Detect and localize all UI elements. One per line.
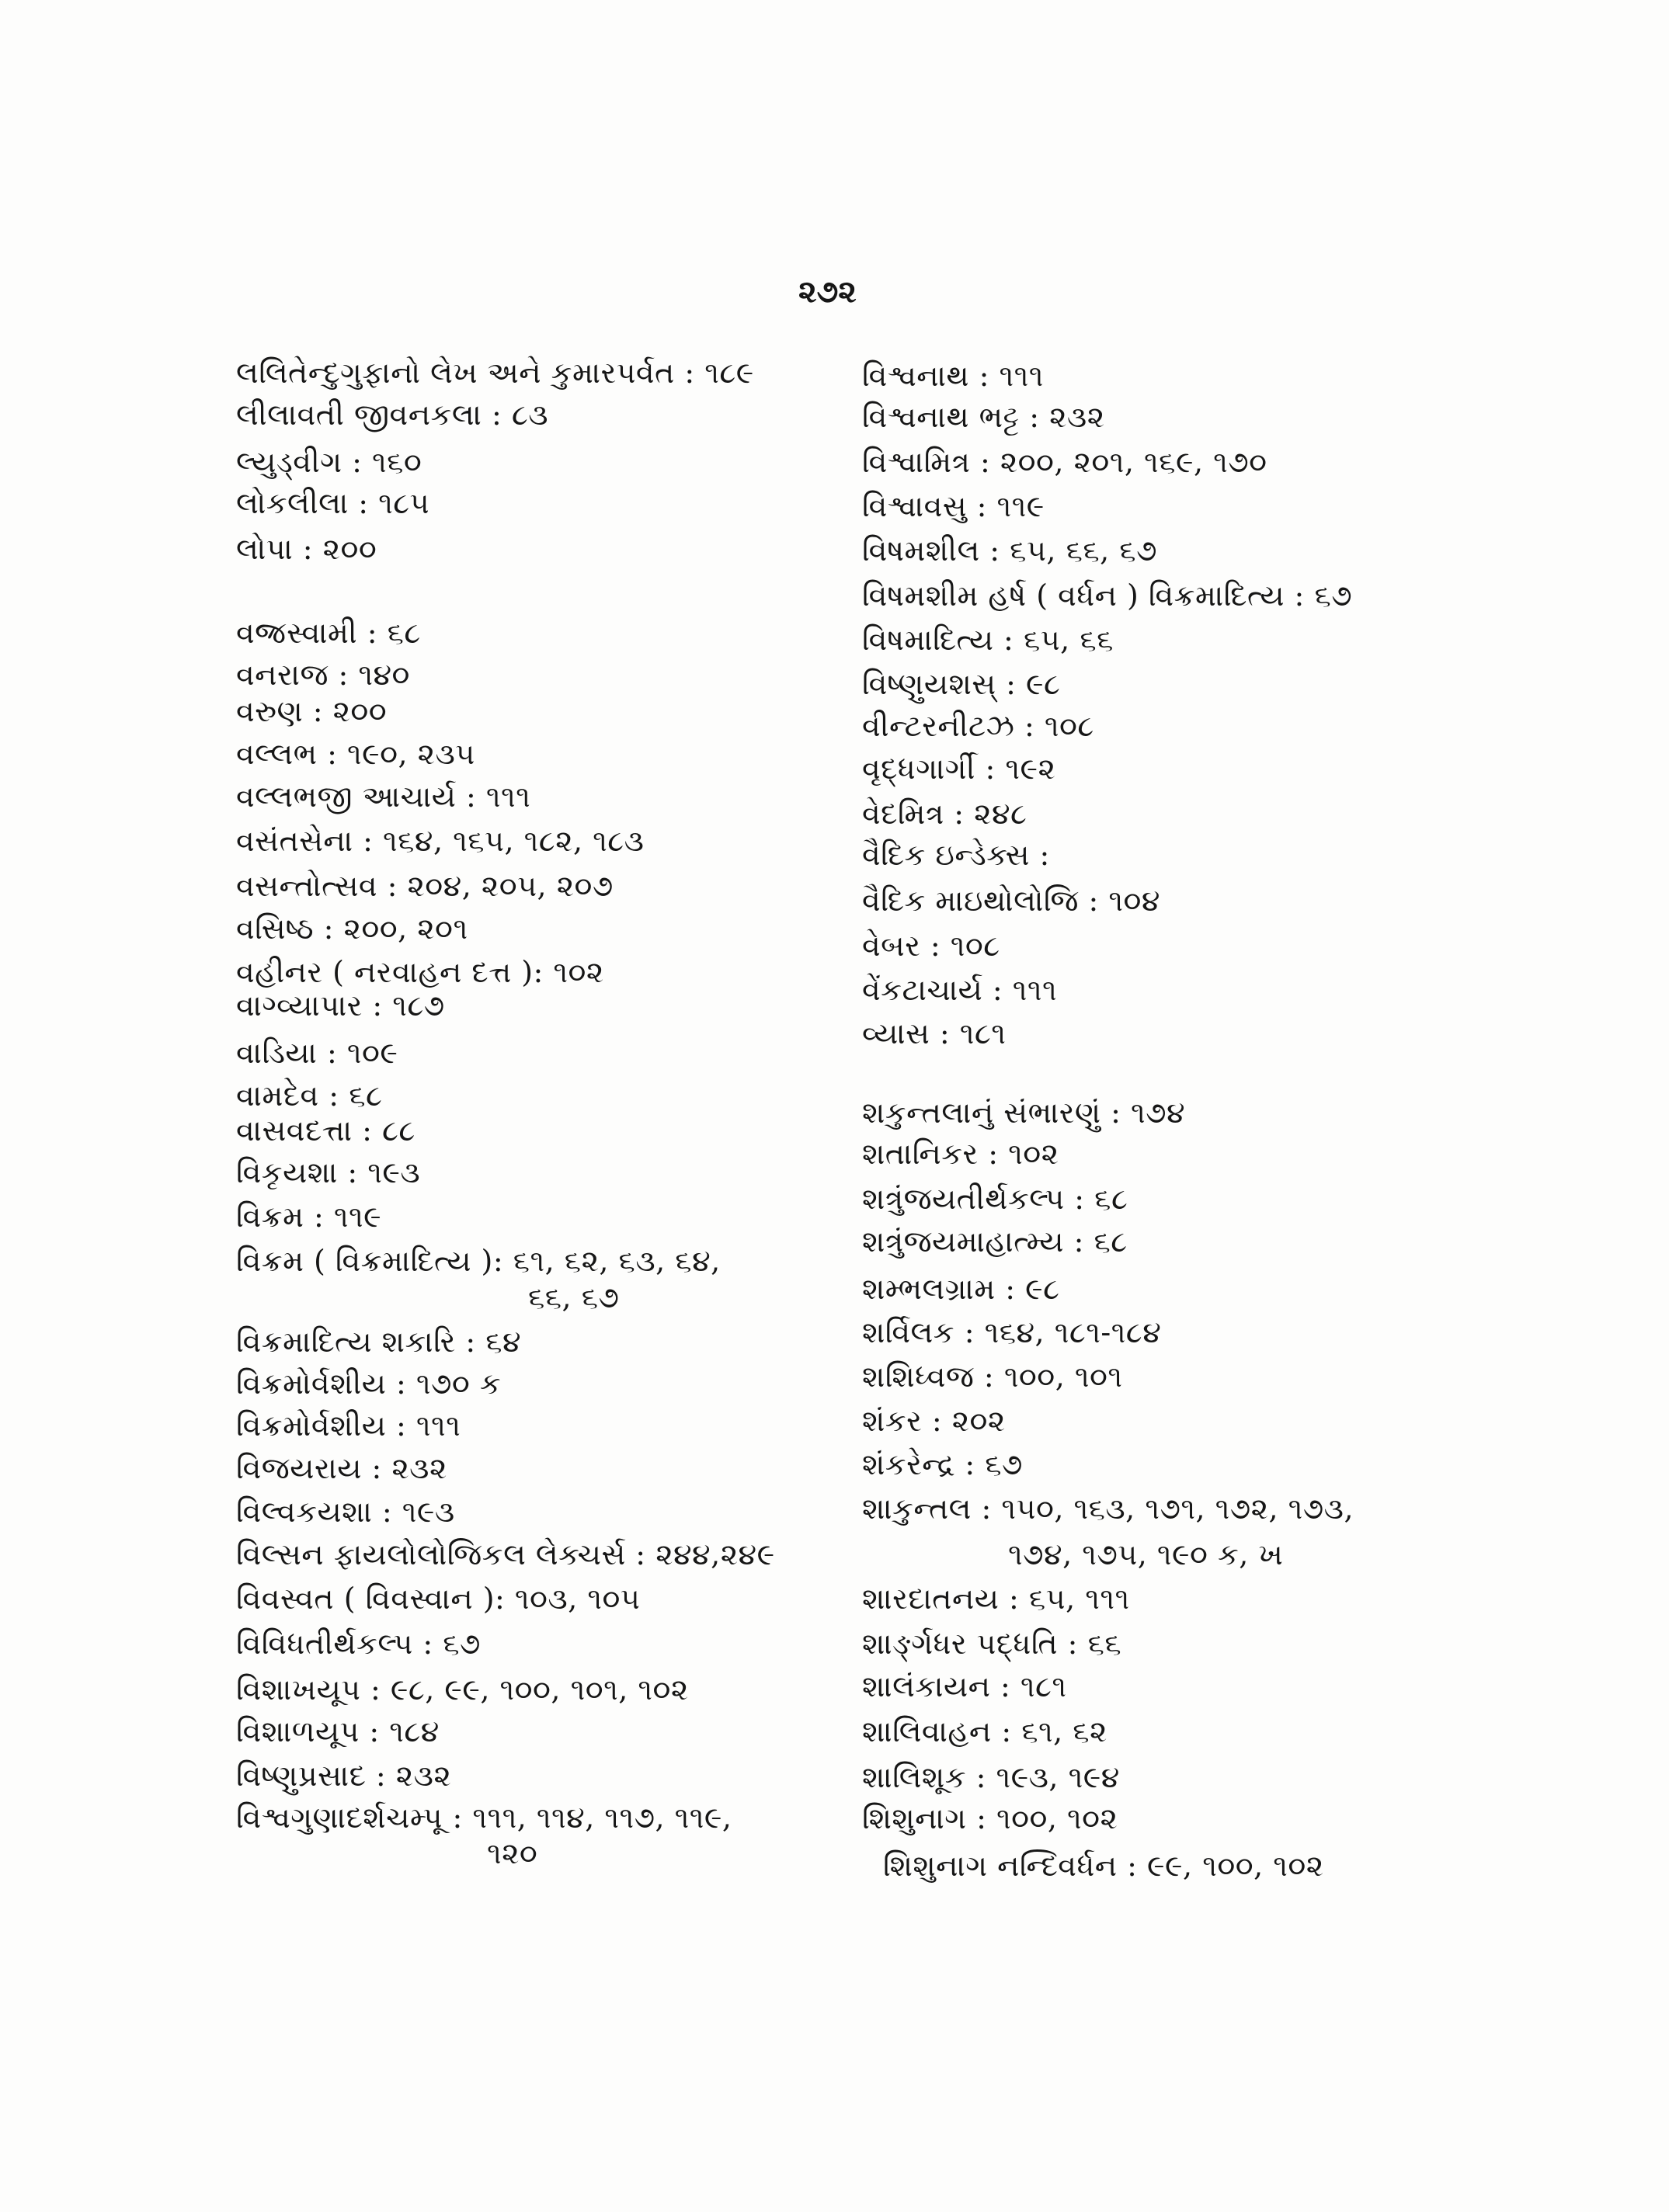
index-entry: વિશ્વગુણાદર્શચમ્પૂ : ૧૧૧, ૧૧૪, ૧૧૭, ૧૧૯, — [236, 1801, 732, 1835]
index-entry-continuation: ૧૨૦ — [487, 1836, 538, 1870]
index-entry: વિકૃયશા : ૧૯૩ — [236, 1155, 421, 1189]
index-entry: વિષમશીલ : ૬૫, ૬૬, ૬૭ — [862, 533, 1158, 568]
index-entry: વિષમશીમ હર્ષ ( વર્ધન ) વિક્રમાદિત્ય : ૬૭ — [862, 578, 1353, 613]
index-entry: શકુન્તલાનું સંભારણું : ૧૭૪ — [862, 1096, 1186, 1130]
index-entry: વિશાખયૂપ : ૯૮, ૯૯, ૧૦૦, ૧૦૧, ૧૦૨ — [236, 1672, 689, 1707]
index-entry: શાર્ઙ્ગધર પદ્ધતિ : ૬૬ — [862, 1627, 1122, 1661]
index-entry: શાલંકાયન : ૧૮૧ — [862, 1669, 1067, 1703]
index-entry: વિશ્વનાથ : ૧૧૧ — [862, 359, 1044, 393]
page-number: ૨૭૨ — [798, 273, 857, 310]
index-entry: વિક્રમાદિત્ય શકારિ : ૬૪ — [236, 1325, 522, 1359]
index-entry: શશિધ્વજ : ૧૦૦, ૧૦૧ — [862, 1359, 1123, 1394]
index-entry: વિલ્વકયશા : ૧૯૩ — [236, 1495, 455, 1529]
index-entry: વિશ્વનાથ ભટ્ટ : ૨૩૨ — [862, 400, 1105, 434]
index-entry: લલિતેન્દુગુફાનો લેખ અને કુમારપર્વત : ૧૮૯ — [236, 356, 754, 390]
index-entry: શાકુન્તલ : ૧૫૦, ૧૬૩, ૧૭૧, ૧૭૨, ૧૭૩, — [862, 1491, 1354, 1526]
index-entry: શતાનિકર : ૧૦૨ — [862, 1137, 1059, 1171]
index-entry: વેદમિત્ર : ૨૪૮ — [862, 797, 1027, 831]
index-entry: શિશુનાગ : ૧૦૦, ૧૦૨ — [862, 1801, 1118, 1835]
index-entry: વિક્રમ ( વિક્રમાદિત્ય ): ૬૧, ૬૨, ૬૩, ૬૪, — [236, 1244, 721, 1278]
index-entry: વ્યાસ : ૧૮૧ — [862, 1016, 1007, 1050]
index-entry: શારદાતનય : ૬૫, ૧૧૧ — [862, 1582, 1130, 1616]
index-entry: શર્વિલક : ૧૬૪, ૧૮૧-૧૮૪ — [862, 1315, 1162, 1349]
left-column — [236, 0, 850, 2212]
index-entry: વામદેવ : ૬૮ — [236, 1078, 383, 1113]
index-entry: વિશ્વામિત્ર : ૨૦૦, ૨૦૧, ૧૬૯, ૧૭૦ — [862, 445, 1267, 479]
index-entry: વિજયરાય : ૨૩૨ — [236, 1451, 447, 1485]
right-column — [862, 0, 1623, 2212]
index-entry: વજ્રસ્વામી : ૬૮ — [236, 616, 421, 650]
index-entry: શંકર : ૨૦૨ — [862, 1404, 1006, 1438]
index-entry: શત્રુંજયતીર્થકલ્પ : ૬૮ — [862, 1182, 1128, 1216]
index-entry: વાસવદત્તા : ૮૮ — [236, 1113, 416, 1148]
index-entry-continuation: ૬૬, ૬૭ — [528, 1280, 620, 1314]
index-entry: વીન્ટરનીટઝ : ૧૦૮ — [862, 709, 1094, 743]
index-entry: લ્યુડ્વીગ : ૧૬૦ — [236, 445, 422, 479]
index-entry: વલ્લભ : ૧૯૦, ૨૩૫ — [236, 737, 475, 771]
index-entry: વસન્તોત્સવ : ૨૦૪, ૨૦૫, ૨૦૭ — [236, 869, 614, 903]
index-entry: વેંકટાચાર્ય : ૧૧૧ — [862, 973, 1058, 1007]
index-entry: વિષ્ણુપ્રસાદ : ૨૩૨ — [236, 1759, 452, 1793]
index-entry: વરુણ : ૨૦૦ — [236, 694, 388, 728]
index-entry: લોકલીલા : ૧૮૫ — [236, 486, 430, 520]
index-entry: વેબર : ૧૦૮ — [862, 929, 1000, 963]
index-entry: શાલિવાહન : ૬૧, ૬૨ — [862, 1714, 1107, 1748]
index-entry-continuation: ૧૭૪, ૧૭૫, ૧૯૦ ક, ખ — [1008, 1537, 1284, 1571]
index-entry: શાલિશૂક : ૧૯૩, ૧૯૪ — [862, 1760, 1120, 1794]
index-entry: વૈદિક માઇથોલોજિ : ૧૦૪ — [862, 884, 1160, 918]
index-entry: વિવસ્વત ( વિવસ્વાન ): ૧૦૩, ૧૦૫ — [236, 1582, 641, 1616]
index-entry: વહીનર ( નરવાહન દત્ત ): ૧૦૨ — [236, 955, 604, 989]
index-entry: શંકરેન્દ્ર : ૬૭ — [862, 1447, 1023, 1481]
index-entry: વાડિયા : ૧૦૯ — [236, 1036, 398, 1070]
index-entry: વિષ્ણુયશસ્ : ૯૮ — [862, 667, 1061, 701]
index-entry: વિશ્વાવસુ : ૧૧૯ — [862, 489, 1045, 523]
index-entry: વૃદ્ધગાર્ગી : ૧૯૨ — [862, 752, 1056, 786]
index-entry: વસિષ્ઠ : ૨૦૦, ૨૦૧ — [236, 912, 468, 946]
index-entry: શત્રુંજયમાહાત્મ્ય : ૬૮ — [862, 1224, 1128, 1259]
index-entry: લીલાવતી જીવનકલા : ૮૩ — [236, 398, 549, 432]
index-entry: વૈદિક ઇન્ડેક્સ : — [862, 838, 1050, 872]
index-entry: વિશાળયૂપ : ૧૮૪ — [236, 1714, 440, 1748]
index-entry: વલ્લભજી આચાર્ય : ૧૧૧ — [236, 780, 531, 814]
index-entry: વાગ્વ્યાપાર : ૧૮૭ — [236, 988, 445, 1023]
index-entry: વિક્રમોર્વશીય : ૧૭૦ ક — [236, 1366, 502, 1401]
index-entry: વિષમાદિત્ય : ૬૫, ૬૬ — [862, 623, 1114, 657]
index-entry: વિવિધતીર્થકલ્પ : ૬૭ — [236, 1627, 481, 1661]
index-entry: વિક્રમોર્વશીય : ૧૧૧ — [236, 1408, 461, 1443]
index-entry: શમ્ભલગ્રામ : ૯૮ — [862, 1272, 1060, 1306]
index-entry: શિશુનાગ નન્દિવર્ધન : ૯૯, ૧૦૦, ૧૦૨ — [883, 1849, 1324, 1883]
index-entry: વિક્રમ : ૧૧૯ — [236, 1200, 382, 1234]
index-entry: લોપા : ૨૦૦ — [236, 532, 377, 566]
index-entry: વિલ્સન ફાયલોલોજિકલ લેક્ચર્સ : ૨૪૪,૨૪૯ — [236, 1537, 775, 1571]
index-entry: વનરાજ : ૧૪૦ — [236, 658, 410, 692]
index-entry: વસંતસેના : ૧૬૪, ૧૬૫, ૧૮૨, ૧૮૩ — [236, 824, 645, 858]
